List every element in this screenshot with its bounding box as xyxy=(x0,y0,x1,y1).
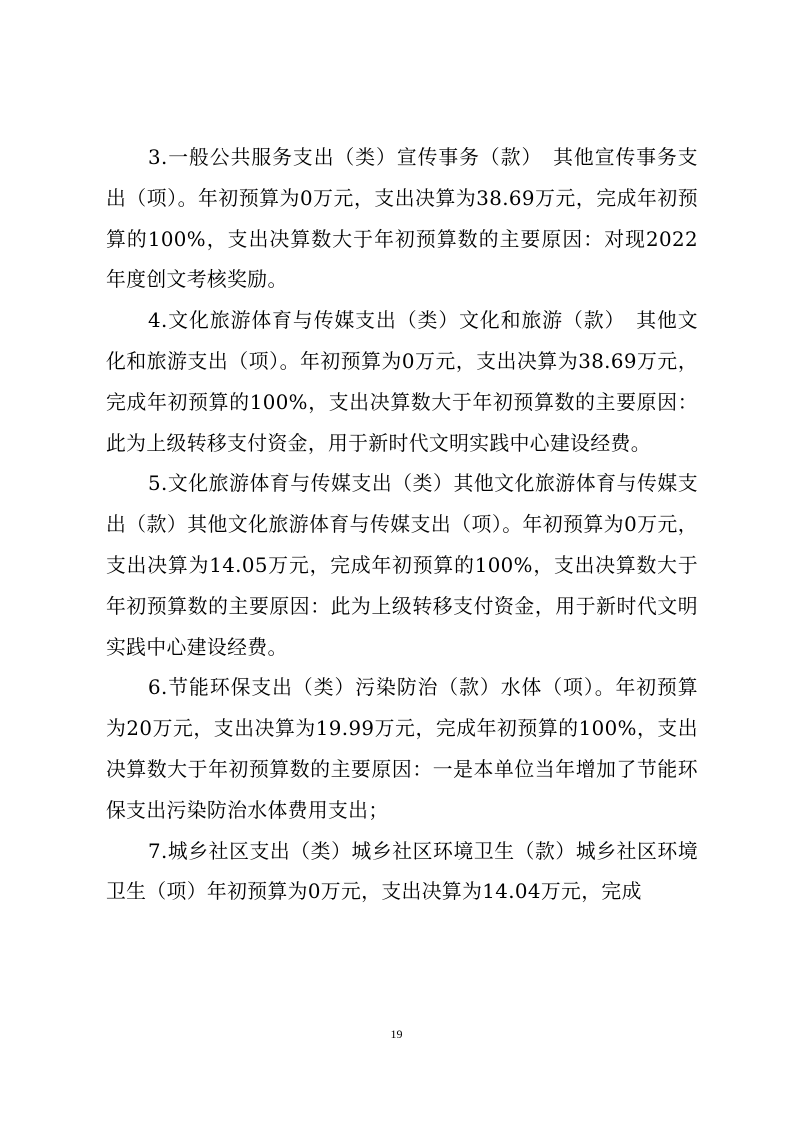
paragraph-item-3: 3.一般公共服务支出（类）宣传事务（款） 其他宣传事务支出（项）。年初预算为0万元，支出决算为38.69万元，完成年初预算的100%，支出决算数大于年初预算数的主要原因：对现2022年度创文考核奖励。 xyxy=(106,146,698,292)
paragraph-item-7: 7.城乡社区支出（类）城乡社区环境卫生（款）城乡社区环境卫生（项）年初预算为0万元，支出决算为14.04万元，完成 xyxy=(106,839,698,904)
document-body xyxy=(106,138,698,913)
paragraph-item-6: 6.节能环保支出（类）污染防治（款）水体（项）。年初预算为20万元，支出决算为19.99万元，完成年初预算的100%，支出决算数大于年初预算数的主要原因：一是本单位当年增加了节能环保支出污染防治水体费用支出； xyxy=(106,676,698,822)
paragraph-item-5: 5.文化旅游体育与传媒支出（类）其他文化旅游体育与传媒支出（款）其他文化旅游体育与传媒支出（项）。年初预算为0万元，支出决算为14.05万元，完成年初预算的100%，支出决算数大于年初预算数的主要原因：此为上级转移支付资金，用于新时代文明实践中心建设经费。 xyxy=(106,472,698,659)
paragraph-item-4: 4.文化旅游体育与传媒支出（类）文化和旅游（款） 其他文化和旅游支出（项）。年初预算为0万元，支出决算为38.69万元，完成年初预算的100%，支出决算数大于年初预算数的主要原因：此为上级转移支付资金，用于新时代文明实践中心建设经费。 xyxy=(106,309,698,455)
page-number: 19 xyxy=(390,1027,403,1041)
